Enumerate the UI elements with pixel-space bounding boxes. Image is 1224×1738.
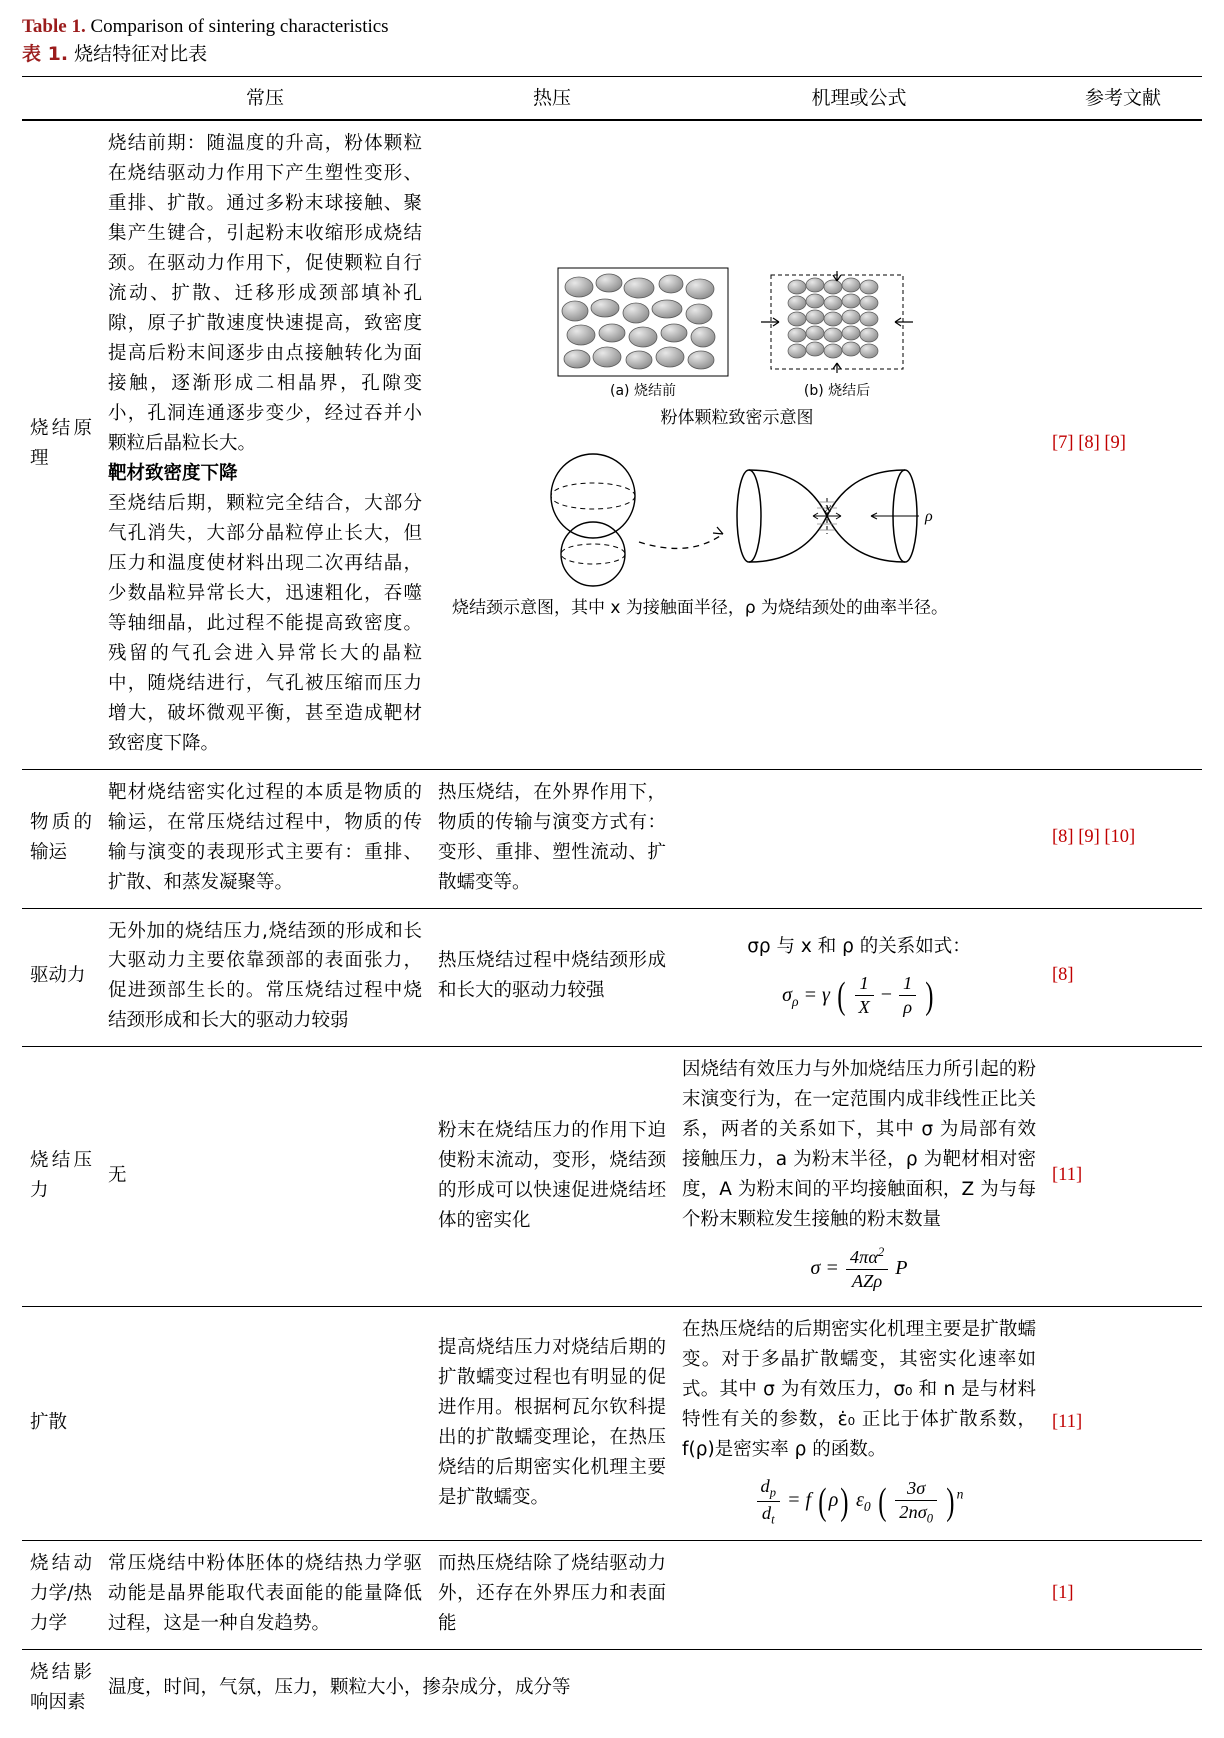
cell-transport-changya: 靶材烧结密实化过程的本质是物质的输运，在常压烧结过程中，物质的传输与演变的表现形式主要有：重排、扩散、和蒸发凝聚等。: [100, 769, 430, 908]
table-caption-chinese: [22, 42, 1202, 68]
cell-reference-pressure: [11]: [1044, 1047, 1202, 1307]
column-header-mechanism: 机理或公式: [811, 87, 907, 110]
comparison-table: [22, 76, 1202, 1728]
particles-before-diagram: [557, 267, 729, 377]
figure-densification-caption: 粉体颗粒致密示意图: [660, 408, 814, 429]
figure-densification: [438, 267, 1036, 432]
cell-reference-principle: [7] [8] [9]: [1044, 120, 1202, 769]
row-label-mass-transport: 物质的输运: [22, 769, 100, 908]
cell-kinetics-mechanism: [674, 1541, 1044, 1650]
cell-diffusion-changya: [100, 1307, 430, 1541]
pressure-formula: σ = $\frac{4\pi\alpha^2}{\text{AZρ}}$ P: [810, 1245, 908, 1292]
row-label-sintering-principle: 烧结原理: [22, 120, 100, 769]
diffusion-mechanism-text: 在热压烧结的后期密实化机理主要是扩散蠕变。对于多晶扩散蠕变，其密实化速率如式。其中 σ 为有效压力，σ₀ 和 n 是与材料特性有关的参数，ε̇₀ 正比于体扩散系数，f(ρ)是密实率 ρ 的函数。: [682, 1319, 1036, 1461]
caption-label-zh: 表 1.: [22, 42, 69, 65]
driving-formula-intro: σρ 与 x 和 ρ 的关系如式：: [747, 936, 971, 958]
column-header-changya: 常压: [245, 87, 284, 110]
cell-transport-reya: 热压烧结，在外界作用下，物质的传输与演变方式有：变形、重排、塑性流动、扩散蠕变等。: [430, 769, 674, 908]
cell-pressure-reya: 粉末在烧结压力的作用下迫使粉末流动，变形，烧结颈的形成可以快速促进烧结坯体的密实化: [430, 1047, 674, 1307]
particles-after-diagram: [757, 267, 917, 377]
driving-formula: $\sigma_\rho = \gamma$ ( $\frac{1}{X}$ − $\frac{1}{\rho}$ ): [782, 973, 934, 1018]
principle-paragraph-1: 烧结前期：随温度的升高，粉体颗粒在烧结驱动力作用下产生塑性变形、重排、扩散。通过多粉末球接触、聚集产生键合，引起粉末收缩形成烧结颈。在驱动力作用下，促使颗粒自行流动、扩散、迁移形成颈部填补孔隙，原子扩散速度快速提高，致密度提高后粉末间逐步由点接触转化为面接触，逐渐形成二相晶界，孔隙变小，孔洞连通逐步变少，经过吞并小颗粒后晶粒长大。: [108, 133, 422, 454]
table-row: [22, 1650, 1202, 1728]
cell-principle-changya: [100, 120, 430, 769]
cell-reference-diffusion: [11]: [1044, 1307, 1202, 1541]
column-header-reya: 热压: [532, 87, 571, 110]
caption-text-zh: 烧结特征对比表: [68, 42, 208, 65]
pressure-mechanism-text: 因烧结有效压力与外加烧结压力所引起的粉末演变行为，在一定范围内成非线性正比关系，两者的关系如下，其中 σ 为局部有效接触压力，a 为粉末半径，ρ 为靶材相对密度，A 为粉末间的平均接触面积，Z 为与每个粉末颗粒发生接触的粉末数量: [682, 1059, 1036, 1231]
cell-principle-figures: [430, 120, 1044, 769]
cell-pressure-mechanism: [674, 1047, 1044, 1307]
table-row: [22, 120, 1202, 769]
principle-bold-note: 靶材致密度下降: [108, 462, 238, 484]
row-label-kinetics-thermodynamics: 烧结动力学/热力学: [22, 1541, 100, 1650]
table-header: [22, 77, 1202, 121]
principle-paragraph-2: 至烧结后期，颗粒完全结合，大部分气孔消失，大部分晶粒停止长大，但压力和温度使材料出现二次再结晶，少数晶粒异常长大，迅速粗化，吞噬等轴细晶，此过程不能提高致密度。残留的气孔会进入异常长大的晶粒中，随烧结进行，气孔被压缩而压力增大，破坏微观平衡，甚至造成靶材致密度下降。: [108, 492, 422, 754]
cell-reference-transport: [8] [9] [10]: [1044, 769, 1202, 908]
table-caption-english: [22, 14, 1202, 40]
diffusion-formula: $\frac{d_p}{d_t}$ = f ( ρ) $\varepsilon_0$ ( $\frac{3\sigma}{2n\sigma_0}$ ) $^n$: [682, 1475, 1036, 1528]
cell-pressure-changya: 无: [100, 1047, 430, 1307]
figure-neck-caption: 烧结颈示意图，其中 x 为接触面半径，ρ 为烧结颈处的曲率半径。: [452, 597, 949, 618]
cell-kinetics-changya: 常压烧结中粉体胚体的烧结热力学驱动能是晶界能取代表面能的能量降低过程，这是一种自发趋势。: [100, 1541, 430, 1650]
cell-reference-driving: [8]: [1044, 908, 1202, 1047]
table-row: [22, 908, 1202, 1047]
svg-text:x: x: [825, 500, 832, 516]
cell-driving-reya: 热压烧结过程中烧结颈形成和长大的驱动力较强: [430, 908, 674, 1047]
row-label-diffusion: 扩散: [22, 1307, 100, 1541]
row-label-sintering-pressure: 烧结压力: [22, 1047, 100, 1307]
caption-text-en: Comparison of sintering characteristics: [85, 16, 389, 37]
row-label-driving-force: 驱动力: [22, 908, 100, 1047]
column-header-references: 参考文献: [1084, 87, 1161, 110]
cell-driving-changya: 无外加的烧结压力,烧结颈的形成和长大驱动力主要依靠颈部的表面张力，促进颈部生长的。常压烧结过程中烧结颈形成和长大的驱动力较弱: [100, 908, 430, 1047]
caption-label-en: Table 1.: [22, 16, 86, 37]
figure-panel-after: [757, 267, 917, 403]
table-row: [22, 769, 1202, 908]
cell-transport-mechanism: [674, 769, 1044, 908]
cell-diffusion-reya: 提高烧结压力对烧结后期的扩散蠕变过程也有明显的促进作用。根据柯瓦尔钦科提出的扩散蠕变理论，在热压烧结的后期密实化机理主要是扩散蠕变。: [430, 1307, 674, 1541]
cell-reference-factors: [1044, 1650, 1202, 1728]
cell-reference-kinetics: [1]: [1044, 1541, 1202, 1650]
figure-panel-a-label: (a) 烧结前: [610, 382, 676, 399]
figure-panel-b-label: (b) 烧结后: [803, 382, 871, 399]
figure-panel-before: [557, 267, 729, 403]
cell-driving-mechanism: [674, 908, 1044, 1047]
cell-factors-mechanism: [674, 1650, 1044, 1728]
table-row: [22, 1047, 1202, 1307]
figure-sintering-neck: [438, 450, 1036, 622]
row-label-influencing-factors: 烧结影响因素: [22, 1650, 100, 1728]
column-header-blank: [22, 77, 100, 121]
sintering-neck-diagram: [527, 450, 947, 590]
cell-kinetics-reya: 而热压烧结除了烧结驱动力外，还存在外界压力和表面能: [430, 1541, 674, 1650]
cell-diffusion-mechanism: [674, 1307, 1044, 1541]
table-row: [22, 1541, 1202, 1650]
svg-text:ρ: ρ: [925, 507, 933, 525]
table-row: [22, 1307, 1202, 1541]
cell-factors-text: 温度，时间，气氛，压力，颗粒大小，掺杂成分，成分等: [100, 1650, 674, 1728]
